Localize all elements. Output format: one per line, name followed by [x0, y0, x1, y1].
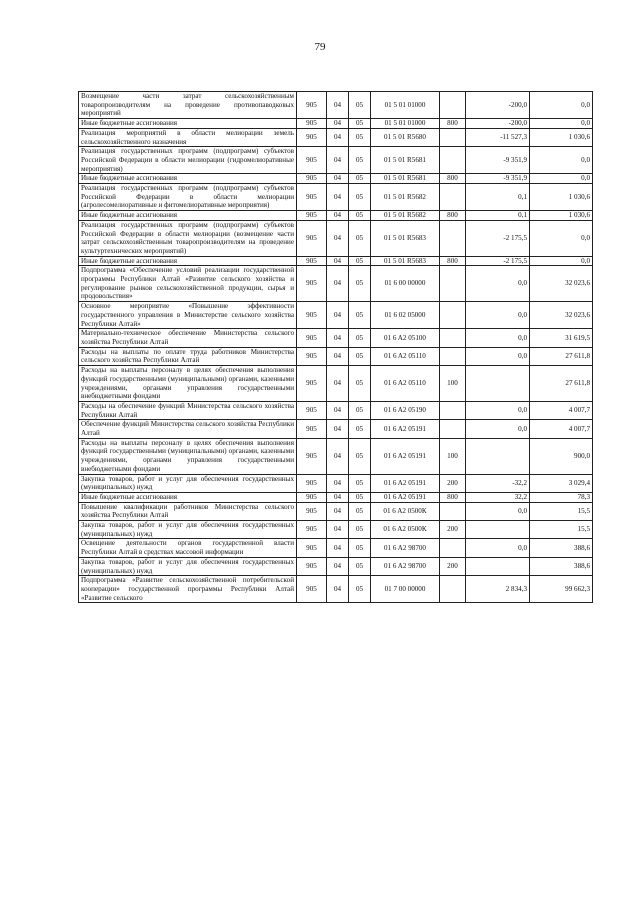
- cell-amount-total: 32 023,6: [530, 266, 593, 302]
- cell-section: 04: [327, 366, 349, 402]
- cell-grbs: 905: [297, 92, 327, 119]
- cell-target-article: 01 6 A2 98700: [371, 557, 440, 575]
- cell-amount-change: [466, 557, 530, 575]
- table-row: [79, 366, 593, 402]
- cell-name: Закупка товаров, работ и услуг для обеспечения государственных (муниципальных) нужд: [79, 474, 297, 492]
- cell-amount-total: 27 611,8: [530, 347, 593, 365]
- cell-amount-change: 0,0: [466, 502, 530, 520]
- cell-amount-total: 3 029,4: [530, 474, 593, 492]
- cell-name: Реализация мероприятий в области мелиорации земель сельскохозяйственного назначения: [79, 128, 297, 146]
- cell-target-article: 01 6 A2 98700: [371, 539, 440, 557]
- cell-target-article: 01 6 A2 05191: [371, 474, 440, 492]
- cell-amount-change: 0,0: [466, 329, 530, 347]
- cell-expense-type: [440, 576, 466, 603]
- cell-target-article: 01 6 A2 05190: [371, 401, 440, 419]
- cell-grbs: 905: [297, 474, 327, 492]
- table-row: [79, 474, 593, 492]
- cell-subsection: 05: [349, 329, 371, 347]
- cell-subsection: 05: [349, 420, 371, 438]
- cell-amount-total: 0,0: [530, 220, 593, 256]
- cell-name: Иные бюджетные ассигнования: [79, 119, 297, 129]
- cell-name: Повышение квалификации работников Министерства сельского хозяйства Республики Алтай: [79, 502, 297, 520]
- cell-amount-change: 0,1: [466, 184, 530, 211]
- cell-grbs: 905: [297, 420, 327, 438]
- cell-name: Расходы на выплаты персоналу в целях обеспечения выполнения функций государственными (муниципальными) органами, казенными учреждениями, органами управления государственными внебюджетными фондами: [79, 366, 297, 402]
- cell-section: 04: [327, 147, 349, 174]
- cell-target-article: 01 6 A2 05191: [371, 420, 440, 438]
- cell-grbs: 905: [297, 557, 327, 575]
- cell-name: Расходы на обеспечение функций Министерства сельского хозяйства Республики Алтай: [79, 401, 297, 419]
- cell-amount-change: 0,0: [466, 266, 530, 302]
- cell-expense-type: [440, 539, 466, 557]
- table-row: [79, 521, 593, 539]
- cell-section: 04: [327, 119, 349, 129]
- cell-amount-total: 99 662,3: [530, 576, 593, 603]
- cell-section: 04: [327, 128, 349, 146]
- cell-name: Основное мероприятие «Повышение эффективности государственного управления в Министерстве сельского хозяйства Республики Алтай»: [79, 302, 297, 329]
- cell-amount-change: 0,0: [466, 347, 530, 365]
- cell-section: 04: [327, 420, 349, 438]
- cell-name: Расходы на выплаты персоналу в целях обеспечения выполнения функций государственными (муниципальными) органами, казенными учреждениями, органами управления государственными внебюджетными фондами: [79, 438, 297, 474]
- cell-expense-type: 200: [440, 557, 466, 575]
- cell-amount-total: 0,0: [530, 174, 593, 184]
- cell-grbs: 905: [297, 256, 327, 266]
- table-row: [79, 147, 593, 174]
- table-row: [79, 302, 593, 329]
- cell-amount-total: 0,0: [530, 119, 593, 129]
- cell-name: Реализация государственных программ (подпрограмм) субъектов Российской Федерации в области мелиорации (агролесомелиоративные и фитомелиоративные мероприятия): [79, 184, 297, 211]
- cell-name: Подпрограмма «Обеспечение условий реализации государственной программы Республики Алтай «Развитие сельского хозяйства и регулирование рынков сельскохозяйственной продукции, сырья и продовольствия»: [79, 266, 297, 302]
- cell-section: 04: [327, 502, 349, 520]
- cell-expense-type: [440, 128, 466, 146]
- cell-target-article: 01 5 01 R5681: [371, 147, 440, 174]
- cell-expense-type: [440, 502, 466, 520]
- cell-amount-total: 4 007,7: [530, 420, 593, 438]
- table-row: [79, 438, 593, 474]
- table-row: [79, 220, 593, 256]
- cell-expense-type: [440, 401, 466, 419]
- cell-amount-change: 32,2: [466, 492, 530, 502]
- cell-section: 04: [327, 347, 349, 365]
- cell-target-article: 01 5 01 R5680: [371, 128, 440, 146]
- cell-grbs: 905: [297, 347, 327, 365]
- cell-amount-change: 0,0: [466, 539, 530, 557]
- cell-grbs: 905: [297, 147, 327, 174]
- table-row: [79, 211, 593, 221]
- cell-section: 04: [327, 329, 349, 347]
- cell-amount-total: 78,3: [530, 492, 593, 502]
- table-row: [79, 401, 593, 419]
- cell-name: Обеспечение функций Министерства сельского хозяйства Республики Алтай: [79, 420, 297, 438]
- cell-grbs: 905: [297, 174, 327, 184]
- cell-target-article: 01 6 A2 0500К: [371, 521, 440, 539]
- cell-section: 04: [327, 539, 349, 557]
- cell-section: 04: [327, 474, 349, 492]
- cell-amount-total: 900,0: [530, 438, 593, 474]
- cell-subsection: 05: [349, 366, 371, 402]
- cell-subsection: 05: [349, 174, 371, 184]
- cell-expense-type: [440, 147, 466, 174]
- cell-expense-type: [440, 184, 466, 211]
- cell-target-article: 01 7 00 00000: [371, 576, 440, 603]
- cell-amount-total: 0,0: [530, 92, 593, 119]
- cell-subsection: 05: [349, 147, 371, 174]
- cell-grbs: 905: [297, 302, 327, 329]
- table-row: [79, 539, 593, 557]
- cell-section: 04: [327, 492, 349, 502]
- cell-name: Возмещение части затрат сельскохозяйственным товаропроизводителям на проведение противопаводковых мероприятий: [79, 92, 297, 119]
- cell-target-article: 01 5 01 01000: [371, 119, 440, 129]
- cell-target-article: 01 6 A2 05191: [371, 492, 440, 502]
- cell-grbs: 905: [297, 329, 327, 347]
- cell-name: Подпрограмма «Развитие сельскохозяйственной потребительской кооперации» государственной программы Республики Алтай «Развитие сельского: [79, 576, 297, 603]
- cell-amount-total: 27 611,8: [530, 366, 593, 402]
- cell-expense-type: 800: [440, 211, 466, 221]
- cell-subsection: 05: [349, 128, 371, 146]
- cell-subsection: 05: [349, 256, 371, 266]
- cell-amount-change: -9 351,9: [466, 147, 530, 174]
- budget-table-body: [79, 92, 593, 603]
- cell-target-article: 01 5 01 R5682: [371, 184, 440, 211]
- cell-expense-type: [440, 92, 466, 119]
- cell-section: 04: [327, 266, 349, 302]
- cell-grbs: 905: [297, 184, 327, 211]
- cell-subsection: 05: [349, 438, 371, 474]
- table-row: [79, 119, 593, 129]
- cell-section: 04: [327, 302, 349, 329]
- cell-amount-change: 0,1: [466, 211, 530, 221]
- cell-section: 04: [327, 576, 349, 603]
- cell-expense-type: 200: [440, 474, 466, 492]
- cell-section: 04: [327, 211, 349, 221]
- cell-grbs: 905: [297, 502, 327, 520]
- cell-amount-change: -2 175,5: [466, 256, 530, 266]
- cell-section: 04: [327, 220, 349, 256]
- cell-name: Освещение деятельности органов государственной власти Республики Алтай в средствах массовой информации: [79, 539, 297, 557]
- cell-grbs: 905: [297, 521, 327, 539]
- cell-amount-change: 2 834,3: [466, 576, 530, 603]
- cell-amount-change: [466, 366, 530, 402]
- cell-name: Закупка товаров, работ и услуг для обеспечения государственных (муниципальных) нужд: [79, 557, 297, 575]
- cell-name: Закупка товаров, работ и услуг для обеспечения государственных (муниципальных) нужд: [79, 521, 297, 539]
- cell-expense-type: 100: [440, 438, 466, 474]
- cell-name: Реализация государственных программ (подпрограмм) субъектов Российской Федерации в области мелиорации (гидромелиоративные мероприятия): [79, 147, 297, 174]
- table-row: [79, 128, 593, 146]
- cell-expense-type: [440, 347, 466, 365]
- cell-amount-change: 0,0: [466, 420, 530, 438]
- cell-name: Реализация государственных программ (подпрограмм) субъектов Российской Федерации в области мелиорации (возмещение части затрат сельскохозяйственным товаропроизводителям на проведение культуртехнических мероприятий): [79, 220, 297, 256]
- cell-expense-type: 100: [440, 366, 466, 402]
- budget-table: [78, 91, 593, 603]
- table-row: [79, 502, 593, 520]
- cell-subsection: 05: [349, 266, 371, 302]
- cell-expense-type: [440, 266, 466, 302]
- cell-amount-total: 1 030,6: [530, 184, 593, 211]
- cell-name: Иные бюджетные ассигнования: [79, 256, 297, 266]
- cell-target-article: 01 5 01 R5683: [371, 220, 440, 256]
- cell-target-article: 01 6 02 05000: [371, 302, 440, 329]
- cell-section: 04: [327, 438, 349, 474]
- cell-grbs: 905: [297, 438, 327, 474]
- cell-amount-change: -9 351,9: [466, 174, 530, 184]
- table-row: [79, 576, 593, 603]
- cell-target-article: 01 6 A2 05100: [371, 329, 440, 347]
- cell-section: 04: [327, 557, 349, 575]
- cell-amount-change: -11 527,3: [466, 128, 530, 146]
- cell-grbs: 905: [297, 119, 327, 129]
- cell-subsection: 05: [349, 347, 371, 365]
- cell-expense-type: [440, 420, 466, 438]
- table-row: [79, 420, 593, 438]
- cell-grbs: 905: [297, 266, 327, 302]
- cell-amount-total: 31 619,5: [530, 329, 593, 347]
- cell-expense-type: [440, 329, 466, 347]
- cell-grbs: 905: [297, 492, 327, 502]
- cell-grbs: 905: [297, 211, 327, 221]
- cell-amount-change: -2 175,5: [466, 220, 530, 256]
- cell-subsection: 05: [349, 539, 371, 557]
- cell-target-article: 01 5 01 R5682: [371, 211, 440, 221]
- cell-name: Расходы на выплаты по оплате труда работников Министерства сельского хозяйства Республики Алтай: [79, 347, 297, 365]
- table-row: [79, 492, 593, 502]
- cell-target-article: 01 5 01 01000: [371, 92, 440, 119]
- cell-subsection: 05: [349, 92, 371, 119]
- cell-grbs: 905: [297, 576, 327, 603]
- cell-expense-type: 800: [440, 256, 466, 266]
- cell-target-article: 01 6 00 00000: [371, 266, 440, 302]
- cell-subsection: 05: [349, 492, 371, 502]
- cell-amount-change: -200,0: [466, 119, 530, 129]
- table-row: [79, 256, 593, 266]
- cell-section: 04: [327, 184, 349, 211]
- cell-grbs: 905: [297, 366, 327, 402]
- cell-subsection: 05: [349, 521, 371, 539]
- cell-section: 04: [327, 256, 349, 266]
- cell-expense-type: 800: [440, 492, 466, 502]
- cell-grbs: 905: [297, 401, 327, 419]
- cell-grbs: 905: [297, 220, 327, 256]
- cell-amount-change: 0,0: [466, 302, 530, 329]
- cell-subsection: 05: [349, 211, 371, 221]
- cell-section: 04: [327, 521, 349, 539]
- cell-subsection: 05: [349, 401, 371, 419]
- cell-subsection: 05: [349, 576, 371, 603]
- cell-amount-change: 0,0: [466, 401, 530, 419]
- cell-target-article: 01 6 A2 0500К: [371, 502, 440, 520]
- cell-section: 04: [327, 401, 349, 419]
- table-row: [79, 174, 593, 184]
- cell-target-article: 01 5 01 R5681: [371, 174, 440, 184]
- cell-subsection: 05: [349, 220, 371, 256]
- cell-target-article: 01 6 A2 05110: [371, 366, 440, 402]
- cell-amount-total: 388,6: [530, 557, 593, 575]
- cell-expense-type: 800: [440, 174, 466, 184]
- cell-target-article: 01 6 A2 05110: [371, 347, 440, 365]
- table-row: [79, 347, 593, 365]
- cell-name: Иные бюджетные ассигнования: [79, 211, 297, 221]
- cell-amount-total: 4 007,7: [530, 401, 593, 419]
- cell-amount-change: [466, 521, 530, 539]
- cell-name: Материально-техническое обеспечение Министерства сельского хозяйства Республики Алтай: [79, 329, 297, 347]
- cell-amount-total: 1 030,6: [530, 128, 593, 146]
- cell-expense-type: 800: [440, 119, 466, 129]
- cell-subsection: 05: [349, 557, 371, 575]
- cell-amount-total: 15,5: [530, 521, 593, 539]
- cell-expense-type: [440, 220, 466, 256]
- table-row: [79, 92, 593, 119]
- cell-subsection: 05: [349, 119, 371, 129]
- cell-subsection: 05: [349, 474, 371, 492]
- cell-amount-total: 388,6: [530, 539, 593, 557]
- cell-subsection: 05: [349, 184, 371, 211]
- cell-grbs: 905: [297, 539, 327, 557]
- cell-subsection: 05: [349, 502, 371, 520]
- cell-expense-type: 200: [440, 521, 466, 539]
- table-row: [79, 184, 593, 211]
- table-row: [79, 329, 593, 347]
- cell-amount-total: 32 023,6: [530, 302, 593, 329]
- cell-amount-total: 15,5: [530, 502, 593, 520]
- cell-target-article: 01 5 01 R5683: [371, 256, 440, 266]
- cell-subsection: 05: [349, 302, 371, 329]
- cell-expense-type: [440, 302, 466, 329]
- page-number: 79: [314, 41, 326, 53]
- table-row: [79, 557, 593, 575]
- cell-amount-change: -32,2: [466, 474, 530, 492]
- cell-grbs: 905: [297, 128, 327, 146]
- cell-name: Иные бюджетные ассигнования: [79, 492, 297, 502]
- cell-section: 04: [327, 92, 349, 119]
- cell-section: 04: [327, 174, 349, 184]
- cell-name: Иные бюджетные ассигнования: [79, 174, 297, 184]
- cell-amount-change: [466, 438, 530, 474]
- cell-target-article: 01 6 A2 05191: [371, 438, 440, 474]
- cell-amount-total: 0,0: [530, 256, 593, 266]
- table-row: [79, 266, 593, 302]
- cell-amount-total: 1 030,6: [530, 211, 593, 221]
- cell-amount-total: 0,0: [530, 147, 593, 174]
- cell-amount-change: -200,0: [466, 92, 530, 119]
